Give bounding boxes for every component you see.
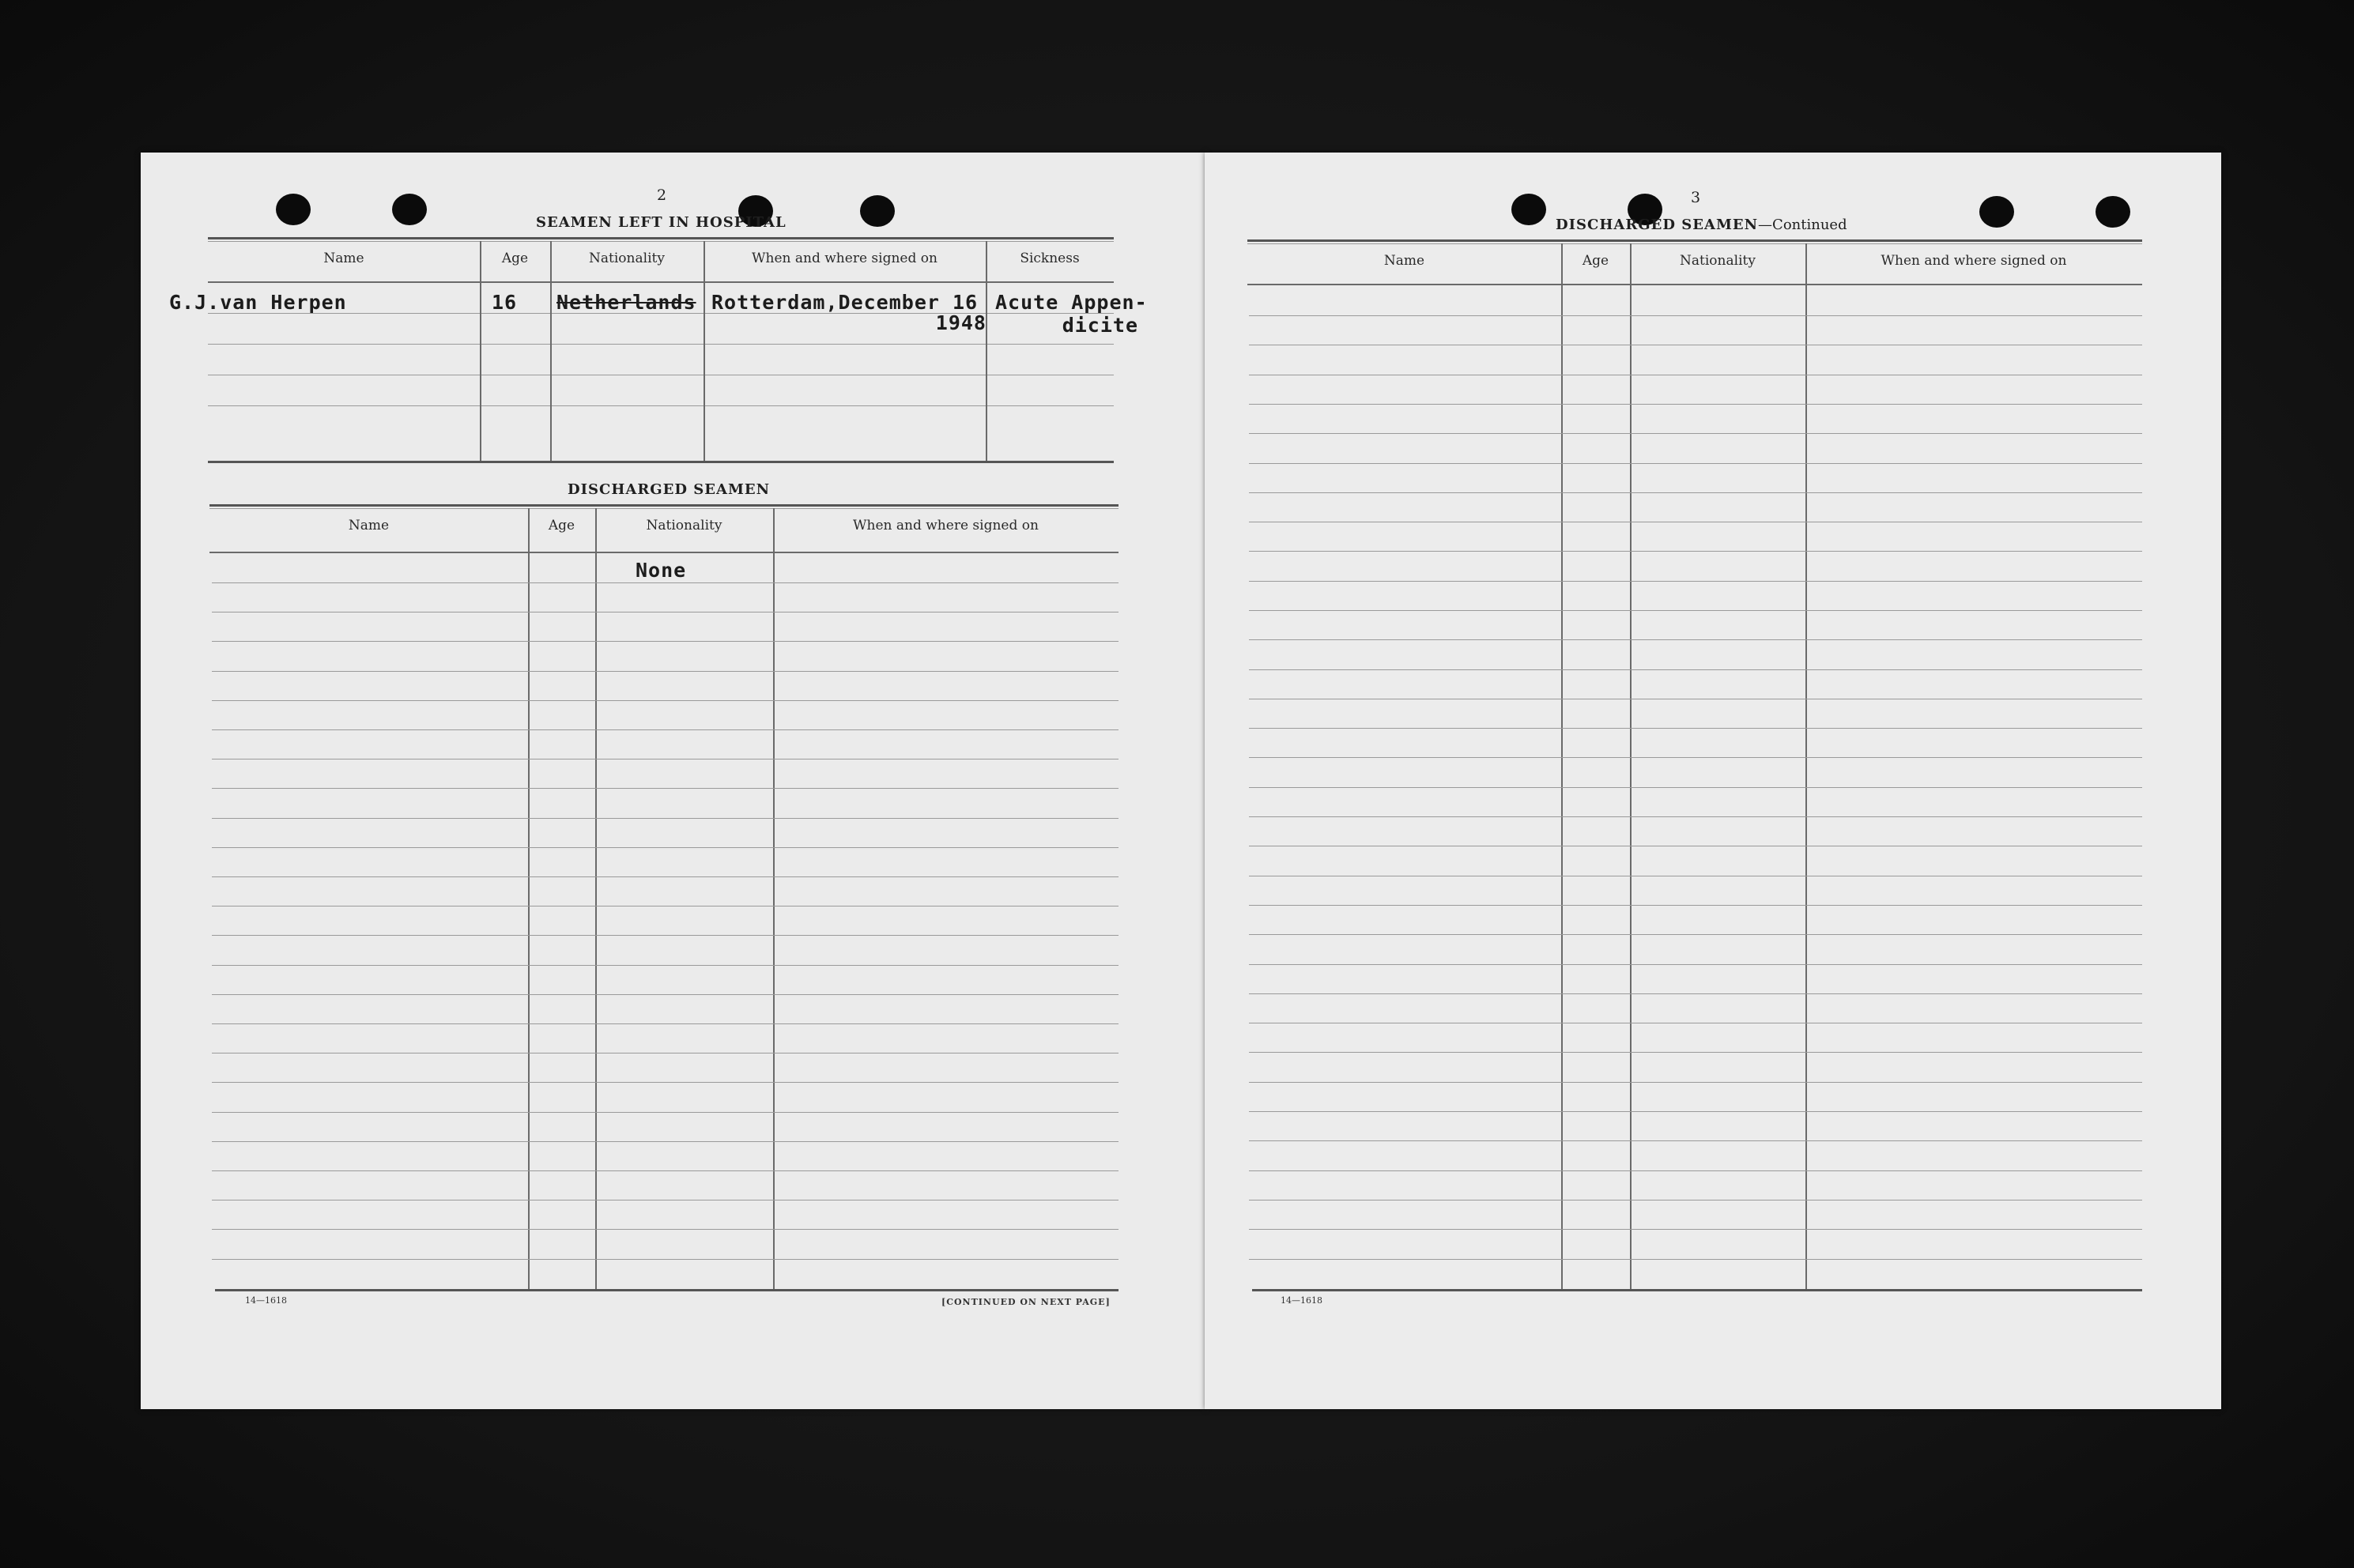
column-divider (550, 241, 552, 461)
signed-on-place-date: Rotterdam,December 16 (711, 291, 979, 314)
form-number: 14—1618 (1281, 1295, 1322, 1306)
row-rule (1249, 964, 2142, 965)
column-divider (704, 241, 705, 461)
row-rule (1249, 639, 2142, 640)
row-rule (212, 876, 1119, 877)
table-bottom-rule (1252, 1289, 2142, 1291)
discharged-continued-title (1556, 217, 1847, 233)
row-rule (1249, 787, 2142, 788)
row-rule (212, 729, 1119, 730)
table-bottom-rule (208, 461, 1114, 463)
row-rule (212, 1023, 1119, 1024)
row-rule (212, 671, 1119, 672)
hospital-section-title: SEAMEN LEFT IN HOSPITAL (536, 214, 787, 231)
table-top-rule (208, 241, 1114, 242)
header-bottom-rule (209, 552, 1119, 553)
row-rule (1249, 581, 2142, 582)
row-rule (1249, 816, 2142, 817)
row-rule (212, 818, 1119, 819)
row-rule (212, 788, 1119, 789)
punch-hole (392, 194, 427, 225)
form-number: 14—1618 (245, 1295, 287, 1306)
row-rule (212, 1259, 1119, 1260)
row-rule (1249, 1140, 2142, 1141)
column-divider (480, 241, 481, 461)
column-header-age: Age (501, 251, 529, 266)
row-rule (1249, 315, 2142, 316)
left-page (141, 153, 1206, 1409)
table-top-rule (1247, 239, 2142, 242)
header-bottom-rule (1247, 284, 2142, 285)
punch-hole (1511, 194, 1546, 225)
row-rule (212, 935, 1119, 936)
row-rule (1249, 492, 2142, 493)
row-rule (208, 405, 1114, 406)
row-rule (1249, 463, 2142, 464)
row-rule (212, 641, 1119, 642)
page-number: 3 (1691, 189, 1701, 206)
row-rule (1249, 934, 2142, 935)
column-header-age: Age (1582, 253, 1609, 269)
title-continued: —Continued (1758, 217, 1847, 233)
column-header-nationality: Nationality (646, 518, 722, 533)
row-rule (212, 1229, 1119, 1230)
table-top-rule (1247, 243, 2142, 244)
row-rule (1249, 404, 2142, 405)
table-bottom-rule (215, 1289, 1119, 1291)
table-top-rule (209, 504, 1119, 507)
punch-hole (2096, 196, 2130, 228)
column-header-signed-on: When and where signed on (853, 518, 1039, 533)
title-main: DISCHARGED SEAMEN (1556, 217, 1759, 233)
discharged-none-entry: None (636, 559, 687, 582)
row-rule (1249, 1170, 2142, 1171)
column-divider (773, 508, 775, 1289)
row-rule (1249, 551, 2142, 552)
header-bottom-rule (208, 281, 1114, 283)
row-rule (212, 847, 1119, 848)
signed-on-year: 1948 (935, 311, 986, 334)
row-rule (212, 1053, 1119, 1054)
page-number: 2 (657, 187, 667, 204)
column-divider (528, 508, 530, 1289)
row-rule (1249, 993, 2142, 994)
row-rule (1249, 669, 2142, 670)
row-rule (212, 582, 1119, 583)
table-top-rule (209, 508, 1119, 509)
row-rule (1249, 905, 2142, 906)
row-rule (1249, 1052, 2142, 1053)
row-rule (212, 1082, 1119, 1083)
sickness-line-2: dicite (1062, 314, 1138, 337)
punch-hole (276, 194, 311, 225)
row-rule (1249, 1259, 2142, 1260)
seaman-name: G.J.van Herpen (169, 291, 347, 314)
discharged-section-title: DISCHARGED SEAMEN (568, 481, 771, 498)
row-rule (212, 700, 1119, 701)
row-rule (1249, 728, 2142, 729)
column-divider (986, 241, 987, 461)
row-rule (208, 344, 1114, 345)
column-header-age: Age (548, 518, 575, 533)
seaman-age: 16 (492, 291, 518, 314)
column-header-name: Name (348, 518, 390, 533)
column-header-sickness: Sickness (1020, 251, 1080, 266)
column-header-nationality: Nationality (589, 251, 665, 266)
column-divider (1630, 243, 1632, 1289)
row-rule (212, 1141, 1119, 1142)
column-divider (595, 508, 597, 1289)
row-rule (1249, 757, 2142, 758)
column-header-name: Name (1383, 253, 1425, 269)
continued-note: [CONTINUED ON NEXT PAGE] (941, 1297, 1111, 1307)
column-divider (1805, 243, 1807, 1289)
column-header-signed-on: When and where signed on (752, 251, 937, 266)
row-rule (1249, 1111, 2142, 1112)
sickness-line-1: Acute Appen- (995, 291, 1148, 314)
row-rule (1249, 433, 2142, 434)
row-rule (212, 1170, 1119, 1171)
row-rule (212, 1112, 1119, 1113)
row-rule (212, 994, 1119, 995)
column-header-nationality: Nationality (1680, 253, 1756, 269)
row-rule (212, 759, 1119, 760)
column-header-name: Name (323, 251, 364, 266)
row-rule (1249, 1229, 2142, 1230)
column-divider (1561, 243, 1563, 1289)
punch-hole (1979, 196, 2014, 228)
punch-hole (860, 195, 895, 227)
row-rule (212, 965, 1119, 966)
right-page (1205, 153, 2221, 1409)
row-rule (1249, 610, 2142, 611)
row-rule (1249, 1082, 2142, 1083)
column-header-signed-on: When and where signed on (1881, 253, 2067, 269)
table-top-rule (208, 237, 1114, 239)
seaman-nationality: Netherlands (556, 291, 696, 314)
